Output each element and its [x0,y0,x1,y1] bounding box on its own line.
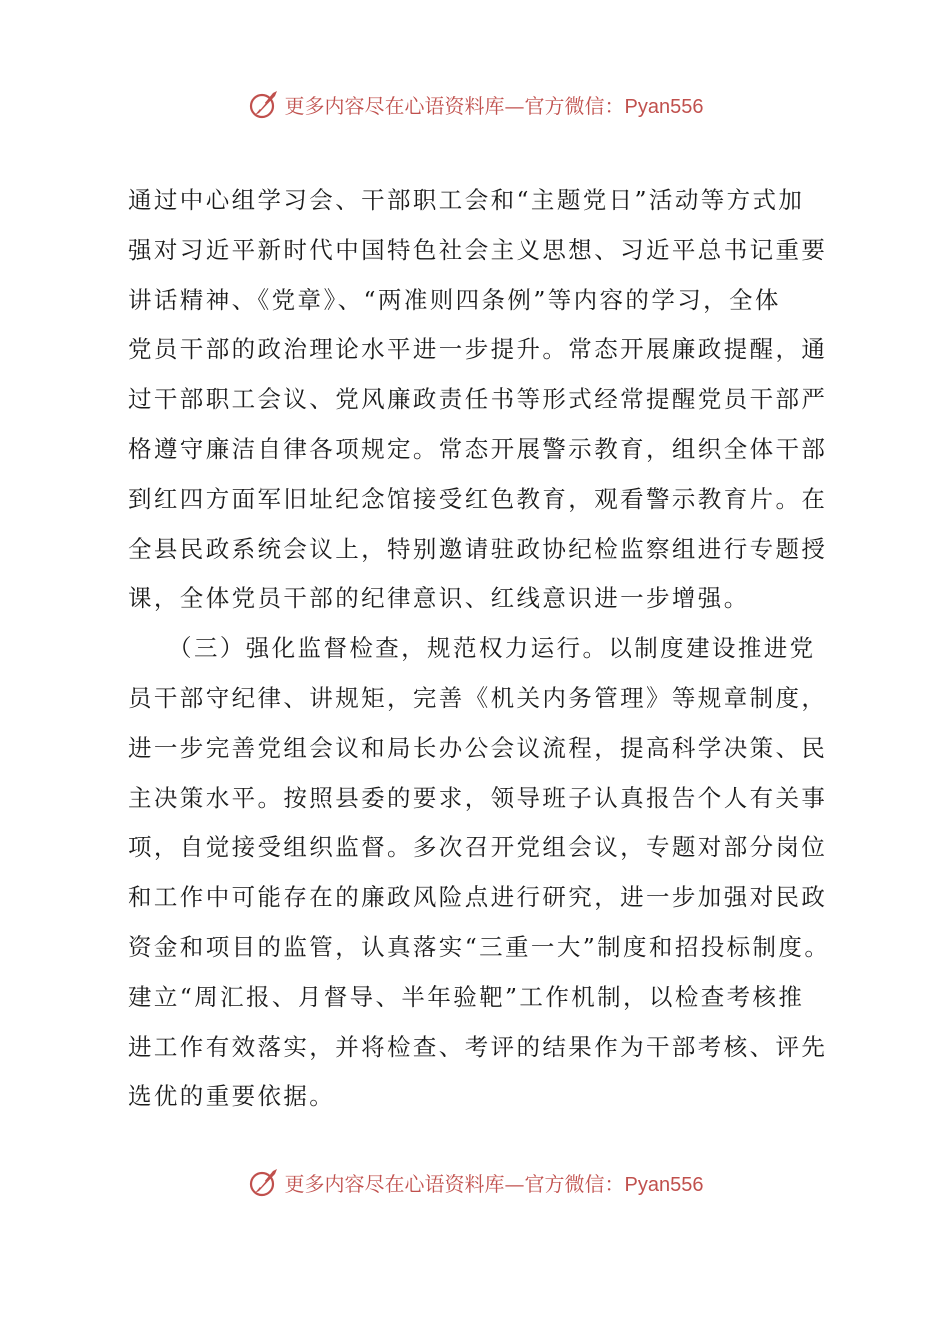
text-line: 课，全体党员干部的纪律意识、红线意识进一步增强。 [128,584,750,613]
text-line: 进工作有效落实，并将检查、考评的结果作为干部考核、评先 [128,1032,828,1061]
quill-pen-logo-icon [247,87,281,121]
text-line: 进一步完善党组会议和局长办公会议流程，提高科学决策、民 [128,733,828,762]
section-heading-line: （三）强化监督检查，规范权力运行。以制度建设推进党 [128,634,816,663]
watermark-text [285,1168,704,1197]
text-line: 选优的重要依据。 [128,1082,336,1111]
text-line: 过干部职工会议、党风廉政责任书等形式经常提醒党员干部严 [128,385,828,414]
quill-pen-logo-icon [247,1165,281,1199]
watermark-title: 更多内容尽在心语资料库 [284,93,505,118]
text-line: 党员干部的政治理论水平进一步提升。常态开展廉政提醒，通 [128,335,828,364]
watermark-dash: — [504,93,525,118]
text-line: 资金和项目的监管，认真落实“三重一大”制度和招投标制度。 [128,932,831,961]
watermark-id: Pyan556 [624,95,704,118]
text-line: 员干部守纪律、讲规矩，完善《机关内务管理》等规章制度， [128,683,828,712]
watermark-subtitle: 官方微信： [524,93,625,118]
text-line: 通过中心组学习会、干部职工会和“主题党日”活动等方式加 [128,186,805,214]
header-watermark [0,84,950,124]
watermark-subtitle: 官方微信： [524,1171,625,1196]
text-line: 讲话精神、《党章》、“两准则四条例”等内容的学习，全体 [128,285,781,314]
text-line: 到红四方面军旧址纪念馆接受红色教育，观看警示教育片。在 [128,484,828,513]
watermark-text [285,90,704,119]
text-line: 项，自觉接受组织监督。多次召开党组会议，专题对部分岗位 [128,833,828,862]
watermark-title: 更多内容尽在心语资料库 [284,1171,505,1196]
text-line: 建立“周汇报、月督导、半年验靶”工作机制，以检查考核推 [128,982,805,1011]
text-line: 格遵守廉洁自律各项规定。常态开展警示教育，组织全体干部 [128,434,828,463]
document-body [128,176,830,1122]
text-line: 和工作中可能存在的廉政风险点进行研究，进一步加强对民政 [128,883,828,912]
footer-watermark [0,1162,950,1202]
watermark-dash: — [504,1171,525,1196]
watermark-id: Pyan556 [624,1173,704,1196]
text-line: 主决策水平。按照县委的要求，领导班子认真报告个人有关事 [128,783,828,812]
text-line: 强对习近平新时代中国特色社会主义思想、习近平总书记重要 [128,235,828,264]
text-line: 全县民政系统会议上，特别邀请驻政协纪检监察组进行专题授 [128,534,828,563]
